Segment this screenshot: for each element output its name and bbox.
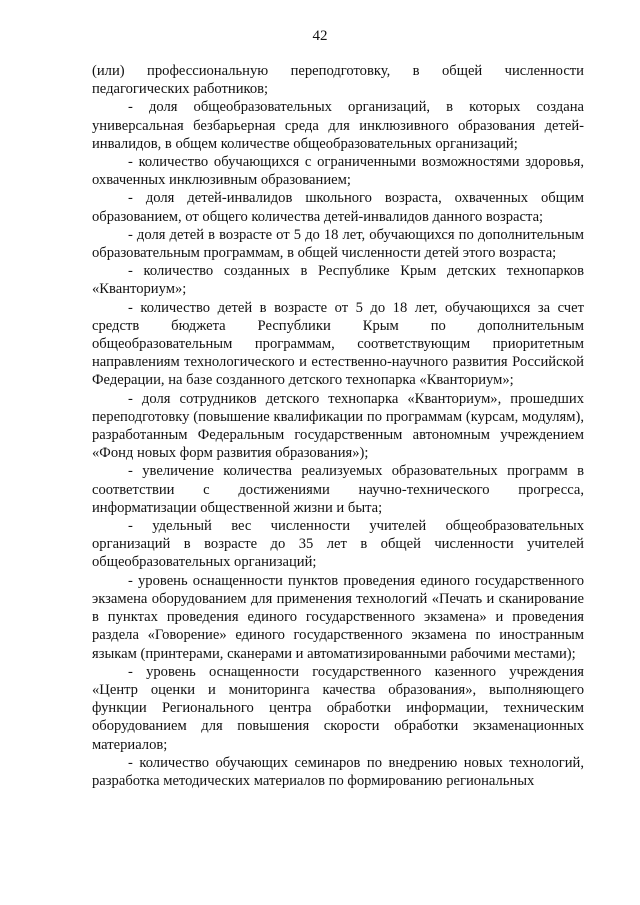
paragraph-7: - количество детей в возрасте от 5 до 18 лет, обучающихся за счет средств бюджета Республики Крым по дополнительным общеобразовательным программам, соответствующим приоритетным направлениям технологического и естественно-научного развития Российской Федерации, на базе созданного детского технопарка «Кванториум»;: [92, 299, 584, 389]
paragraph-11: - уровень оснащенности пунктов проведения единого государственного экзамена оборудованием для применения технологий «Печать и сканирование в пунктах проведения единого государственного экзамена» и проведения раздела «Говорение» единого государственного экзамена по иностранным языкам (принтерами, сканерами и автоматизированными рабочими местами);: [92, 572, 584, 662]
paragraph-6: - количество созданных в Республике Крым детских технопарков «Кванториум»;: [92, 263, 584, 298]
paragraph-3: - количество обучающихся с ограниченными возможностями здоровья, охваченных инклюзивным образованием;: [92, 154, 584, 189]
paragraph-9: - увеличение количества реализуемых образовательных программ в соответствии с достижениями научно-технического прогресса, информатизации общественной жизни и быта;: [92, 463, 584, 516]
paragraph-2: - доля общеобразовательных организаций, в которых создана универсальная безбарьерная среда для инклюзивного образования детей-инвалидов, в общем количестве общеобразовательных организаций;: [92, 99, 584, 152]
paragraph-5: - доля детей в возрасте от 5 до 18 лет, обучающихся по дополнительным образовательным программам, в общей численности детей этого возраста;: [92, 226, 584, 262]
page-number: 42: [312, 28, 328, 44]
paragraph-8: - доля сотрудников детского технопарка «Кванториум», прошедших переподготовку (повышение квалификации по программам (курсам, модулям), разработанным Федеральным государственным автономным учреждением «Фонд новых форм развития образования»);: [92, 390, 584, 462]
paragraph-10: - удельный вес численности учителей общеобразовательных организаций в возрасте до 35 лет в общей численности учителей общеобразовательных организаций;: [92, 518, 584, 571]
document-body: [92, 62, 584, 790]
paragraph-4: - доля детей-инвалидов школьного возраста, охваченных общим образованием, от общего количества детей-инвалидов данного возраста;: [92, 190, 584, 225]
paragraph-13: - количество обучающих семинаров по внедрению новых технологий, разработка методических материалов по формированию региональных: [92, 754, 584, 789]
paragraph-1: (или) профессиональную переподготовку, в общей численности педагогических работников;: [92, 63, 584, 98]
paragraph-12: - уровень оснащенности государственного казенного учреждения «Центр оценки и мониторинга качества образования», выполняющего функции Регионального центра обработки информации, техническим оборудованием для повышения скорости обработки экзаменационных материалов;: [92, 663, 584, 753]
